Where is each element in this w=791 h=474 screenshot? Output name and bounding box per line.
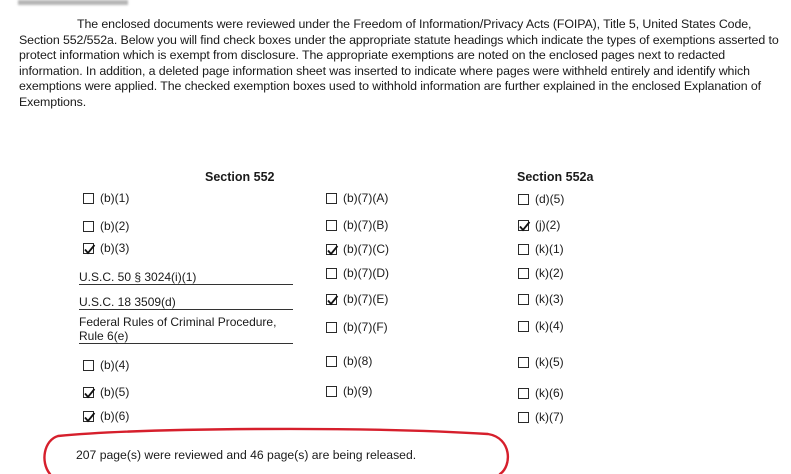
- exemption-label: (k)(4): [535, 319, 564, 333]
- exemption-k2[interactable]: [518, 266, 564, 280]
- checkbox[interactable]: [326, 322, 337, 333]
- exemption-b7a[interactable]: [326, 191, 388, 205]
- exemption-label: (b)(6): [100, 409, 130, 423]
- exemption-label: (k)(6): [535, 386, 564, 400]
- exemption-b4[interactable]: [83, 358, 129, 372]
- checkbox[interactable]: [518, 194, 529, 205]
- checkmark-icon: [518, 220, 531, 233]
- exemption-b6[interactable]: [83, 409, 129, 423]
- checkbox[interactable]: [518, 388, 529, 399]
- cropped-header-fragment: [18, 0, 128, 5]
- exemption-k5[interactable]: [518, 355, 564, 369]
- exemption-d5[interactable]: [518, 192, 564, 206]
- exemption-label: (k)(5): [535, 355, 564, 369]
- checkmark-icon: [83, 387, 96, 400]
- checkbox[interactable]: [83, 360, 94, 371]
- checkmark-icon: [326, 294, 339, 307]
- checkbox[interactable]: [326, 268, 337, 279]
- checkbox[interactable]: [518, 321, 529, 332]
- exemption-label: (b)(2): [100, 219, 130, 233]
- exemption-label: (k)(7): [535, 410, 564, 424]
- exemption-b7b[interactable]: [326, 218, 388, 232]
- exemption-j2[interactable]: [518, 218, 560, 232]
- exemption-label: (k)(2): [535, 266, 564, 280]
- checkbox[interactable]: [326, 386, 337, 397]
- section-552a-heading: Section 552a: [517, 170, 594, 184]
- checkbox[interactable]: [326, 244, 337, 255]
- exemption-b2[interactable]: [83, 219, 129, 233]
- checkbox[interactable]: [83, 387, 94, 398]
- intro-paragraph: [19, 17, 779, 111]
- exemption-label: (b)(1): [100, 191, 130, 205]
- exemption-label: (b)(7)(A): [343, 191, 389, 205]
- exemption-k7[interactable]: [518, 410, 564, 424]
- checkbox[interactable]: [83, 221, 94, 232]
- exemption-b7c[interactable]: [326, 242, 389, 256]
- exemption-label: (b)(4): [100, 358, 130, 372]
- exemption-b1[interactable]: [83, 191, 129, 205]
- exemption-label: (k)(3): [535, 292, 564, 306]
- checkbox[interactable]: [518, 268, 529, 279]
- exemption-k4[interactable]: [518, 319, 564, 333]
- checkbox[interactable]: [518, 412, 529, 423]
- exemption-label: (b)(7)(C): [343, 242, 389, 256]
- checkbox[interactable]: [518, 220, 529, 231]
- checkbox[interactable]: [518, 244, 529, 255]
- checkbox[interactable]: [83, 411, 94, 422]
- exemption-b7e[interactable]: [326, 292, 388, 306]
- checkbox[interactable]: [326, 356, 337, 367]
- exemption-k6[interactable]: [518, 386, 564, 400]
- exemption-b7f[interactable]: [326, 320, 388, 334]
- exemption-k3[interactable]: [518, 292, 564, 306]
- exemption-label: (b)(5): [100, 385, 130, 399]
- exemption-b7d[interactable]: [326, 266, 389, 280]
- checkbox[interactable]: [83, 243, 94, 254]
- exemption-b8[interactable]: [326, 354, 372, 368]
- exemption-label: (b)(9): [343, 384, 373, 398]
- exemption-b9[interactable]: [326, 384, 372, 398]
- checkbox[interactable]: [518, 357, 529, 368]
- exemption-b3[interactable]: [83, 241, 129, 255]
- checkbox[interactable]: [518, 294, 529, 305]
- exemption-label: (b)(8): [343, 354, 373, 368]
- pages-summary: 207 page(s) were reviewed and 46 page(s) are being released.: [76, 448, 417, 462]
- section-552-heading: Section 552: [205, 170, 275, 184]
- exemption-label: (b)(7)(D): [343, 266, 389, 280]
- checkbox[interactable]: [83, 193, 94, 204]
- exemption-k1[interactable]: [518, 242, 564, 256]
- exemption-label: (k)(1): [535, 242, 564, 256]
- checkbox[interactable]: [326, 294, 337, 305]
- exemption-label: (b)(7)(B): [343, 218, 389, 232]
- exemption-label: (d)(5): [535, 192, 565, 206]
- exemption-label: (b)(7)(F): [343, 320, 388, 334]
- statute-line: U.S.C. 50 § 3024(i)(1): [79, 270, 293, 285]
- exemption-label: (b)(7)(E): [343, 292, 389, 306]
- exemption-b5[interactable]: [83, 385, 129, 399]
- checkbox[interactable]: [326, 220, 337, 231]
- checkmark-icon: [83, 243, 96, 256]
- checkmark-icon: [83, 411, 96, 424]
- exemption-label: (b)(3): [100, 241, 130, 255]
- statute-line: U.S.C. 18 3509(d): [79, 295, 293, 310]
- checkmark-icon: [326, 244, 339, 257]
- statute-line: Federal Rules of Criminal Procedure, Rule 6(e): [79, 316, 293, 344]
- exemption-label: (j)(2): [535, 218, 561, 232]
- checkbox[interactable]: [326, 193, 337, 204]
- intro-text: The enclosed documents were reviewed under the Freedom of Information/Privacy Acts (FOIPA), Title 5, United States Code, Section 552/552a. Below you will find check boxes under the appropriate statute headings which indicate the types of exemptions asserted to protect information which is exempt from disclosure. The appropriate exemptions are noted on the enclosed pages next to redacted information. In addition, a deleted page information sheet was inserted to indicate where pages were withheld entirely and identify which exemptions were applied. The checked exemption boxes used to withhold information are further explained in the enclosed Explanation of Exemptions.: [19, 17, 779, 109]
